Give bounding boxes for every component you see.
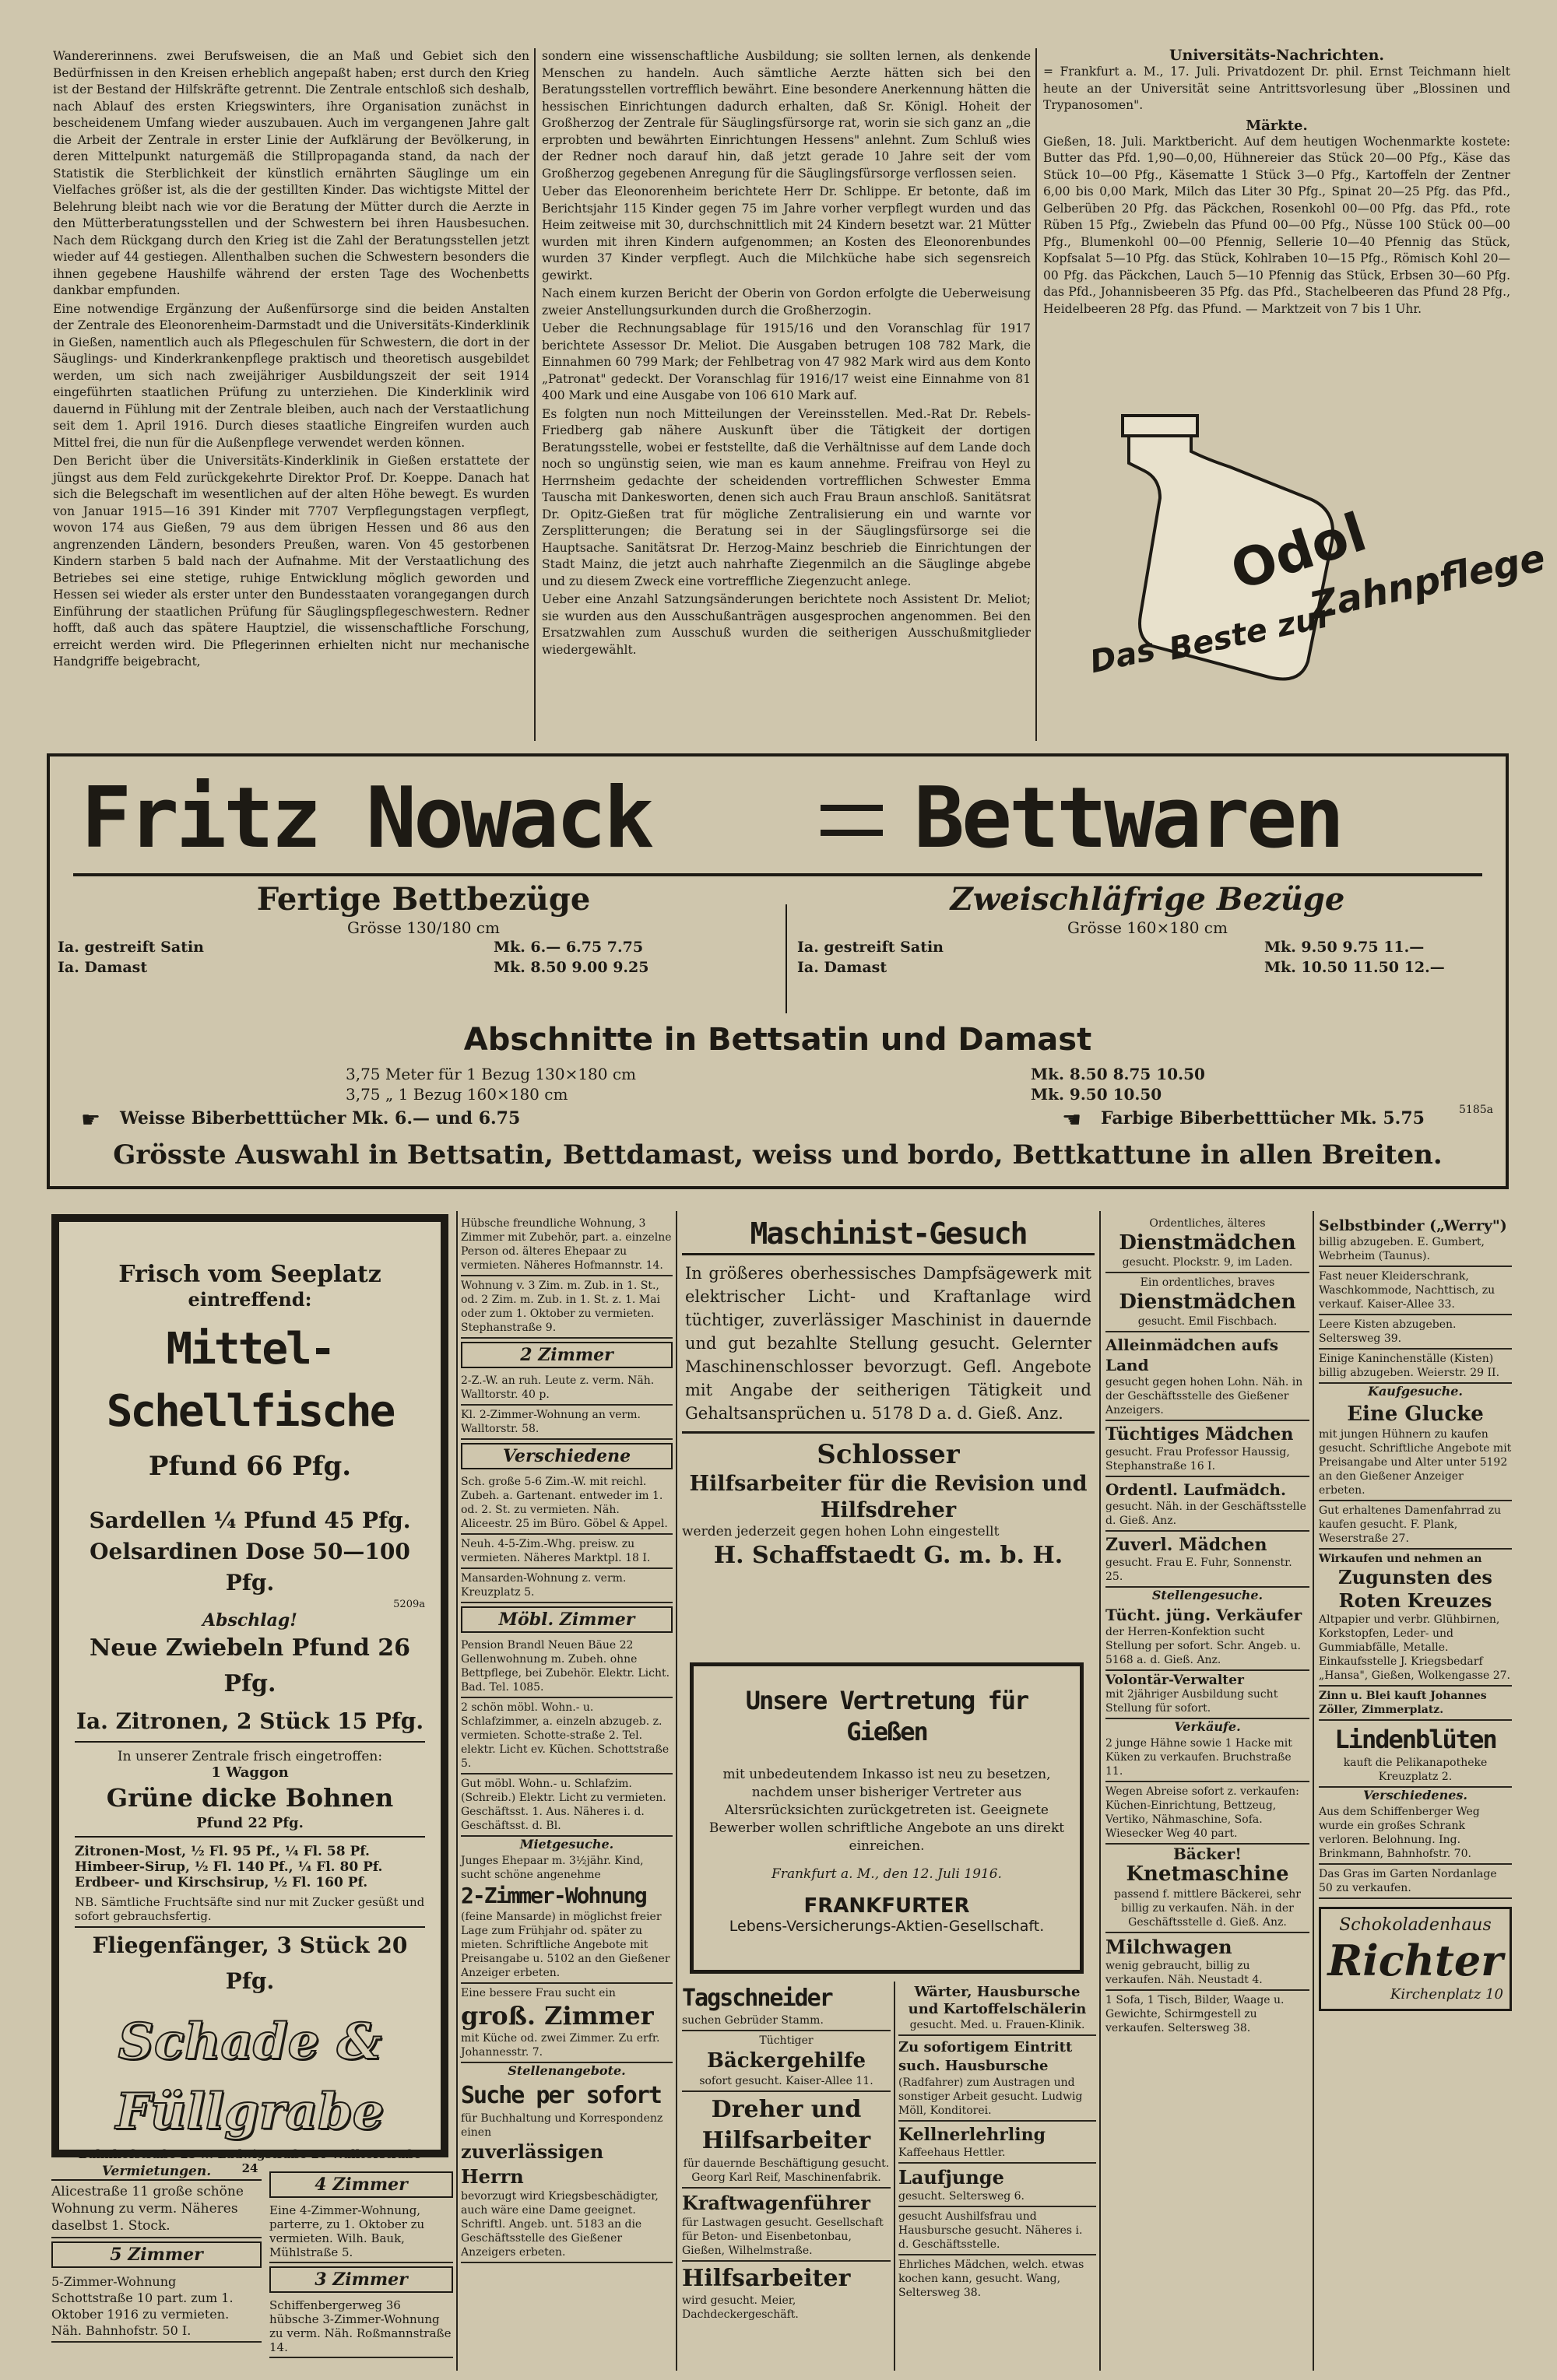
classified-ad: Aus dem Schiffenberger Weg wurde ein großes Schrank verloren. Belohnung. Ing. Brinkmann, Bahnhofstr. 70. bbox=[1319, 1803, 1512, 1865]
classified-col-f bbox=[1105, 1214, 1309, 2374]
ad-text: Kaffeehaus Hettler. bbox=[898, 2147, 1006, 2159]
ad-text: wenig gebraucht, billig zu verkaufen. Näh. Neustadt 4. bbox=[1105, 1960, 1263, 1986]
classified-ad: Neuh. 4-5-Zim.-Whg. preisw. zu vermieten. Näheres Marktpl. 18 I. bbox=[461, 1535, 673, 1569]
classified-ad: Einige Kaninchenställe (Kisten) billig abzugeben. Weierstr. 29 II. bbox=[1319, 1350, 1512, 1384]
article-paragraph: Es folgten nun noch Mitteilungen der Vereinsstellen. Med.-Rat Dr. Rebels-Friedberg gab nähere Auskunft über die Tätigkeit der dortigen Beratungsstelle, wobei er feststellte, daß die Verhältnisse auf dem Lande doch noch so ungünstig seien, wie man es kaum annehme. Freifrau von Heyl zu Herrnsheim gedachte der scheidenden vortrefflichen Schwester Emma Tauscha mit Dankesworten, denen sich auch Frau Braun anschloß. Sanitätsrat Dr. Opitz-Gießen trat für mögliche Zentralisierung ein und warnte vor Zersplitterungen; die Beratung sei in der Säuglingsfürsorge sei die Hauptsache. Sanitätsrat Dr. Herzog-Mainz beschrieb die Einrichtungen der Stadt Mainz, die jetzt auch nahrhafte Ziegenmilch an die Säuglinge abgebe und zu diesem Zweck eine vortreffliche Ziegenzucht anlege. bbox=[542, 406, 1031, 588]
colored-sheets: Farbige Biberbetttücher Mk. 5.75 bbox=[1101, 1108, 1425, 1129]
left-row bbox=[58, 957, 789, 978]
category-box: 3 Zimmer bbox=[269, 2266, 453, 2293]
classified-ad: Schiffenbergerweg 36 hübsche 3-Zimmer-Wohnung zu verm. Näh. Roßmannstraße 14. bbox=[269, 2296, 453, 2358]
column-rule bbox=[894, 1982, 895, 2371]
news-column bbox=[1043, 47, 1510, 397]
ad-text: gesucht. Plockstr. 9, im Laden. bbox=[1122, 1256, 1293, 1269]
section-heading: Stellengesuche. bbox=[1151, 1588, 1264, 1602]
classified-ad bbox=[1319, 1550, 1512, 1687]
classified-ad bbox=[682, 2189, 891, 2262]
article-paragraph: Ueber eine Anzahl Satzungsänderungen berichtete noch Assistent Dr. Meliot; sie wurden aus den Ausschußanträgen ausgesprochen angenommen. Bei den Ersatzwahlen zum Ausschuß wurden die seitherigen Ausschußmitglieder wiedergewählt. bbox=[542, 592, 1031, 657]
row-label: Ia. gestreift Satin bbox=[797, 939, 944, 956]
classified-ad: Gut möbl. Wohn.- u. Schlafzim. (Schreib.) Elektr. Licht zu vermieten. Geschäftsst. 1. Aus. Näheres i. d. Geschäftsst. d. Bl. bbox=[461, 1774, 673, 1837]
classified-ad: Mansarden-Wohnung z. verm. Kreuzplatz 5. bbox=[461, 1569, 673, 1603]
insurance-ad bbox=[690, 1662, 1084, 1974]
ad-headline: Zugunsten des Roten Kreuzes bbox=[1338, 1566, 1492, 1612]
insurance-text: mit unbedeutendem Inkasso ist neu zu besetzen, nachdem unser bisheriger Vertreter aus Altersrücksichten zurückgetreten ist. Geeignete Bewerber wollen schriftliche Angebote an uns direkt einreichen. bbox=[708, 1767, 1065, 1854]
right-row bbox=[797, 957, 1498, 978]
ad-headline: Ordentl. Laufmädch. bbox=[1105, 1480, 1286, 1499]
ad-headline: Dreher und Hilfsarbeiter bbox=[701, 2096, 871, 2154]
classified-ad bbox=[1105, 1933, 1309, 1991]
category-box: 4 Zimmer bbox=[269, 2171, 453, 2198]
banner-divider-icon bbox=[821, 805, 883, 836]
remnant-text: 3,75 Meter für 1 Bezug 130×180 cm bbox=[346, 1065, 637, 1083]
ad-headline: Knetmaschine bbox=[1126, 1862, 1289, 1886]
ad-text: suchen Gebrüder Stamm. bbox=[682, 2014, 824, 2027]
classified-ad: 2 schön möbl. Wohn.- u. Schlafzimmer, a. einzeln abzugeb. z. vermieten. Schotte-straße 2. Tel. elektr. Licht ev. Küchen. Schottstraße 5. bbox=[461, 1698, 673, 1774]
flypaper: Fliegenfänger, 3 Stück 20 Pfg. bbox=[92, 1932, 408, 1994]
banner-footer: Grösste Auswahl in Bettsatin, Bettdamast, weiss und bordo, Bettkattune in allen Breiten. bbox=[113, 1139, 1443, 1171]
banner-name: Fritz Nowack bbox=[81, 770, 652, 867]
classified-ad: Fast neuer Kleiderschrank, Waschkommode, Nachttisch, zu verkauf. Kaiser-Allee 33. bbox=[1319, 1267, 1512, 1315]
classified-ad bbox=[682, 2092, 891, 2189]
nb-note: NB. Sämtliche Fruchtsäfte sind nur mit Zucker gesüßt und sofort gebrauchsfertig. bbox=[75, 1895, 425, 1928]
ad-headline: Tagschneider bbox=[682, 1985, 832, 2012]
ad-headline: 2-Zimmer-Wohnung bbox=[461, 1883, 646, 1908]
section-heading: Kaufgesuche. bbox=[1368, 1384, 1463, 1399]
section-heading: Mietgesuche. bbox=[519, 1837, 614, 1852]
classified-ad: Eine 4-Zimmer-Wohnung, parterre, zu 1. Oktober zu vermieten. Wilh. Bauk, Mühlstraße 5. bbox=[269, 2201, 453, 2263]
column-rule bbox=[534, 48, 536, 741]
classified-ad bbox=[1105, 1602, 1309, 1671]
article-paragraph: Eine notwendige Ergänzung der Außenfürsorge sind die beiden Anstalten der Zentrale des Eleonorenheim-Darmstadt und die Universitäts-Kinderklinik in Gießen, namentlich auch als Pflegeschulen für Schwestern, die dort in der Säuglings- und Kinderkrankenpflege praktisch und theoretisch ausgebildet werden, um sich nach zweijähriger Ausbildungszeit der seit 1914 eingeführten staatlichen Prüfung zu unterziehen. Die Kinderklinik wird dauernd in Fühlung mit der Zentrale bleiben, auch nach der Verstaatlichung seit dem 1. April 1916. Durch dieses staatliche Eingreifen wurden auch Mittel frei, die nun für die Außenpflege verwendet werden können. bbox=[53, 301, 529, 450]
classified-ad: Ehrliches Mädchen, welch. etwas kochen kann, gesucht. Wang, Seltersweg 38. bbox=[898, 2259, 1084, 2299]
ad-text: (Radfahrer) zum Austragen und sonstiger Arbeit gesucht. Ludwig Möll, Konditorei. bbox=[898, 2076, 1083, 2117]
classified-ad: 2 junge Hähne sowie 1 Hacke mit Küken zu verkaufen. Bruchstraße 11. bbox=[1105, 1734, 1309, 1782]
classified-ad bbox=[682, 1982, 891, 2031]
ad-text: Eine bessere Frau sucht ein bbox=[461, 1987, 616, 1999]
lemons: Ia. Zitronen, 2 Stück 15 Pfg. bbox=[75, 1702, 425, 1743]
classified-ad bbox=[682, 2031, 891, 2092]
market-heading: Märkte. bbox=[1246, 117, 1308, 134]
row-prices: Mk. 10.50 11.50 12.— bbox=[1264, 959, 1445, 976]
ad-headline: Zu sofortigem Eintritt such. Hausbursche bbox=[898, 2039, 1073, 2074]
ad-headline: Milchwagen bbox=[1105, 1936, 1232, 1958]
pointing-hand-icon: ☚ bbox=[1062, 1107, 1082, 1132]
fish-price: Pfund 66 Pfg. bbox=[148, 1451, 352, 1482]
machinist-ad bbox=[682, 1214, 1095, 1650]
bettwaren-banner bbox=[47, 753, 1509, 1189]
article-paragraph: sondern eine wissenschaftliche Ausbildung; sie sollten lernen, als denkende Menschen zu handeln. Auch sämtliche Aerzte hätten sich bei den Beratungsstellen vortrefflich bewährt. Eine besondere Anerkennung hätten die hessischen Einrichtungen dadurch erhalten, daß Sr. Königl. Hoheit der Großherzog der Zentrale für Säuglingsfürsorge rat, worin sie sich ganz an „die erprobten und bewährten Einrichtungen Hessens" anlehnt. Zum Schluß wies der Redner noch darauf hin, daß jetzt gerade 10 Jahre seit der vom Großherzog gegebenen Anregung für die Säuglingsfürsorge verflossen seien. bbox=[542, 49, 1031, 181]
ad-text: gesucht. Med. u. Frauen-Klinik. bbox=[909, 2019, 1085, 2031]
ad-headline: Selbstbinder („Werry") bbox=[1319, 1217, 1507, 1234]
insurance-company: FRANKFURTER bbox=[803, 1894, 970, 1918]
classified-ad: Kl. 2-Zimmer-Wohnung an verm. Walltorstr. 58. bbox=[461, 1406, 673, 1440]
ad-text: der Herren-Konfektion sucht Stellung per sofort. Schr. Angeb. u. 5168 a. d. Gieß. Anz. bbox=[1105, 1626, 1301, 1666]
market-text: Gießen, 18. Juli. Marktbericht. Auf dem heutigen Wochenmarkte kostete: Butter das Pfd. 1,90—0,00, Hühnereier das Stück 20—00 Pfg., Käse das Stück 10—00 Pfg., Käsematte 1 Stück 3—0 Pfg., Kartoffeln der Zentner 6,00 bis 0,00 Mark, Milch das Liter 30 Pfg., Spinat 20—25 Pfg. das Pfd., Gelberüben 20 Pfg. das Päckchen, Rosenkohl 00—00 Pfg. das Pfd., rote Rüben 15 Pfg., Zwiebeln das Pfund 00—00 Pfg., Nüsse 100 Stück 00—00 Pfg., Blumenkohl 00—00 Pfennig, Sellerie 10—40 Pfennig das Stück, Kopfsalat 5—10 Pfg. das Stück, Kohlraben 10—15 Pfg., Römisch Kohl 20—00 Pfg. das Päckchen, Lauch 5—10 Pfennig das Stück, Erbsen 30—60 Pfg. das Pfd., Johannisbeeren 35 Pfg. das Pfd., Stachelbeeren das Pfund 28 Pfg., Heidelbeeren 28 Pfg. das Pfund. — Marktzeit von 7 bis 1 Uhr. bbox=[1043, 134, 1510, 316]
classified-ad bbox=[1105, 1845, 1309, 1933]
ad-text: gesucht. Frau Professor Haussig, Stephanstraße 16 I. bbox=[1105, 1446, 1290, 1473]
row-label: Ia. gestreift Satin bbox=[58, 939, 204, 956]
ad-text: kauft die Pelikanapotheke Kreuzplatz 2. bbox=[1343, 1757, 1488, 1783]
ad-headline: Dienstmädchen bbox=[1119, 1231, 1296, 1255]
classified-ad: 2-Z.-W. an ruh. Leute z. verm. Näh. Walltorstr. 40 p. bbox=[461, 1371, 673, 1406]
section-heading: Vermietungen. bbox=[51, 2164, 262, 2181]
classified-col-a bbox=[51, 2164, 262, 2366]
row-prices: Mk. 9.50 9.75 11.— bbox=[1264, 939, 1425, 956]
classified-ad bbox=[461, 2078, 673, 2263]
schlosser-company: H. Schaffstaedt G. m. b. H. bbox=[713, 1542, 1063, 1569]
remnant-line bbox=[346, 1085, 1436, 1104]
odol-slogan-2: Beste zur bbox=[1165, 598, 1336, 668]
article-col-2 bbox=[542, 48, 1031, 741]
classified-col-g bbox=[1319, 1214, 1512, 2374]
beans-price: Pfund 22 Pfg. bbox=[75, 1815, 425, 1838]
classified-ad: Leere Kisten abzugeben. Seltersweg 39. bbox=[1319, 1315, 1512, 1350]
onions: Neue Zwiebeln Pfund 26 Pfg. bbox=[89, 1634, 411, 1697]
classified-ad: Pension Brandl Neuen Bäue 22 Gellenwohnung m. Zubeh. ohne Bettpflege, bei Zubehör. Elektr. Licht. Bad. Tel. 1085. bbox=[461, 1636, 673, 1698]
schlosser-sub: Hilfsarbeiter für die Revision und Hilfsdreher bbox=[689, 1472, 1088, 1522]
article-paragraph: Nach einem kurzen Bericht der Oberin von Gordon erfolgte die Ueberweisung zweier Anstellungsurkunden durch die Großherzogin. bbox=[542, 286, 1031, 318]
ad-text: passend f. mittlere Bäckerei, sehr billig zu verkaufen. Näh. in der Geschäftsstelle d. Gieß. Anz. bbox=[1114, 1888, 1301, 1929]
classified-ad: Alicestraße 11 große schöne Wohnung zu verm. Näheres daselbst 1. Stock. bbox=[51, 2181, 262, 2238]
odol-slogan-3: Zahnpflege bbox=[1306, 535, 1549, 629]
classified-ad bbox=[1105, 1421, 1309, 1477]
ad-headline: groß. Zimmer bbox=[461, 2001, 654, 2031]
left-offer-size: Grösse 130/180 cm bbox=[347, 918, 500, 937]
juice-line: Himbeer-Sirup, ½ Fl. 140 Pf., ¼ Fl. 80 Pf. bbox=[75, 1859, 383, 1875]
classified-ad bbox=[461, 1852, 673, 1984]
ad-text: billig abzugeben. E. Gumbert, Webrheim (Taunus). bbox=[1319, 1236, 1485, 1262]
classified-ad: 1 Sofa, 1 Tisch, Bilder, Waage u. Gewichte, Schirmgestell zu verkaufen. Seltersweg 38. bbox=[1105, 1994, 1285, 2034]
ad-headline: Laufjunge bbox=[898, 2166, 1004, 2189]
classified-ad bbox=[898, 2164, 1096, 2207]
choc-head: Schokoladenhaus bbox=[1339, 1915, 1492, 1935]
classified-ad: Hübsche freundliche Wohnung, 3 Zimmer mit Zubehör, part. a. einzelne Person od. älteres Ehepaar zu vermieten. Näheres Hofmannstr. 14. bbox=[461, 1214, 673, 1276]
white-sheets: Weisse Biberbetttücher Mk. 6.— und 6.75 bbox=[120, 1108, 521, 1129]
ad-text: wird gesucht. Meier, Dachdeckergeschäft. bbox=[682, 2294, 799, 2321]
ad-text: für Lastwagen gesucht. Gesellschaft für Beton- und Eisenbetonbau, Gießen, Wilhelmstraße. bbox=[682, 2217, 884, 2257]
fish-head-2: eintreffend: bbox=[188, 1288, 312, 1311]
section-heading: Verschiedenes. bbox=[1363, 1788, 1467, 1803]
univ-news-text: = Frankfurt a. M., 17. Juli. Privatdozent Dr. phil. Ernst Teichmann hielt heute an der Universität seine Antrittsvorlesung über „Blossinen und Trypanosomen". bbox=[1043, 65, 1510, 112]
classified-ad bbox=[1319, 1399, 1512, 1501]
banner-shop: Bettwaren bbox=[914, 770, 1342, 867]
left-row bbox=[58, 937, 789, 957]
schlosser-title: Schlosser bbox=[817, 1439, 960, 1470]
left-offer bbox=[58, 881, 789, 1021]
column-rule bbox=[1099, 1211, 1101, 2371]
classified-ad bbox=[1105, 1477, 1309, 1532]
classified-col-e bbox=[898, 1982, 1096, 2371]
ad-text: (feine Mansarde) in möglichst freier Lage zum Frühjahr od. später zu mieten. Schriftliche Angebote mit Preisangabe u. 5102 an den Gießener Anzeiger erbeten. bbox=[461, 1911, 670, 1979]
right-row bbox=[797, 937, 1498, 957]
ad-headline: Zuverl. Mädchen bbox=[1105, 1535, 1267, 1555]
classified-ad bbox=[898, 2122, 1096, 2164]
odol-ad bbox=[1074, 405, 1549, 732]
offer-rule bbox=[786, 904, 787, 1013]
remnants-title: Abschnitte in Bettsatin und Damast bbox=[463, 1022, 1092, 1058]
remnant-price: Mk. 9.50 10.50 bbox=[1031, 1085, 1162, 1104]
ad-code: 5185a bbox=[1459, 1104, 1493, 1116]
ad-text: Wirkaufen und nehmen an bbox=[1319, 1553, 1482, 1565]
juice-line: Erdbeer- und Kirschsirup, ½ Fl. 160 Pf. bbox=[75, 1875, 368, 1890]
ad-headline: Tüchtiges Mädchen bbox=[1105, 1424, 1294, 1444]
central-note: In unserer Zentrale frisch eingetroffen: bbox=[117, 1749, 383, 1764]
classified-ad: Sch. große 5-6 Zim.-W. mit reichl. Zubeh. a. Gartenant. entweder im 1. od. 2. St. zu vermieten. Näh. Aliceestr. 25 im Büro. Göbel & Appel. bbox=[461, 1473, 673, 1535]
article-paragraph: Den Bericht über die Universitäts-Kinderklinik in Gießen erstattete der jüngst aus dem Feld zurückgekehrte Direktor Prof. Dr. Koeppe. Danach hat sich die Belegschaft im wesentlichen auf der alten Höhe bewegt. Es wurden von Januar 1915—16 391 Kinder mit 7707 Verpflegungstagen verpflegt, wovon 174 aus Gießen, 79 aus dem übrigen Hessen und 86 aus den angrenzenden Ländern, besonders Preußen, waren. Von 45 gestorbenen Kindern starben 5 bald nach der Aufnahme. Mit der Verstaatlichung des Betriebes sei eine stetige, ruhige Entwicklung möglich geworden und Hessen sei wieder als erster unter den Bundesstaaten vorangegangen durch Einführung der staatlichen Prüfung für Säuglingspflegeschwestern. Redner hofft, daß auch das spätere Hauptziel, die wissenschaftliche Forschung, erreicht werden wird. Die Pflegerinnen erhielten nicht nur mechanische Handgriffe beigebracht, bbox=[53, 454, 529, 669]
classified-ad: Das Gras im Garten Nordanlage 50 zu verkaufen. bbox=[1319, 1865, 1512, 1899]
classified-ad: Wohnung v. 3 Zim. m. Zub. in 1. St., od. 2 Zim. m. Zub. in 1. St. z. 1. Mai oder zum 1. Oktober zu vermieten. Stephanstraße 9. bbox=[461, 1276, 673, 1339]
ad-text: gesucht. Frau E. Fuhr, Sonnenstr. 25. bbox=[1105, 1557, 1292, 1583]
ad-headline: Kraftwagenführer bbox=[682, 2192, 870, 2214]
choc-name: Richter bbox=[1327, 1936, 1503, 1985]
ad-headline: Eine Glucke bbox=[1347, 1402, 1484, 1426]
classified-ad: Gut erhaltenes Damenfahrrad zu kaufen gesucht. F. Plank, Weserstraße 27. bbox=[1319, 1501, 1512, 1550]
classified-ad bbox=[1105, 1671, 1309, 1719]
univ-news-heading: Universitäts-Nachrichten. bbox=[1169, 47, 1385, 64]
ad-headline: Wärter, Hausbursche und Kartoffelschälerin bbox=[908, 1984, 1087, 2017]
machinist-title: Maschinist-Gesuch bbox=[682, 1214, 1095, 1255]
ad-text: mit Küche od. zwei Zimmer. Zu erfr. Johannesstr. 7. bbox=[461, 2032, 660, 2059]
ad-text: gesucht. Emil Fischbach. bbox=[1137, 1315, 1278, 1328]
ad-text: Junges Ehepaar m. 3½jähr. Kind, sucht schöne angenehme bbox=[461, 1855, 644, 1881]
ad-text: gesucht. Näh. in der Geschäftsstelle d. Gieß. Anz. bbox=[1105, 1501, 1306, 1527]
article-paragraph: Ueber das Eleonorenheim berichtete Herr Dr. Schlippe. Er betonte, daß im Berichtsjahr 115 Kinder gegen 75 im Jahre vorher verpflegt wurden und das Heim zeitweise mit 30, durchschnittlich mit 24 Kindern besetzt war. 21 Mütter wurden mit ihren Kindern aufgenommen; an Kosten des Eleonorenbundes wurden 37 Kinder verpflegt. Auch die Milchküche habe sich segensreich gewirkt. bbox=[542, 184, 1031, 283]
shop-address: Bahnhofstraße 25 ::: Ludwigstraße 20 Walltorstraße 24 bbox=[78, 2147, 422, 2175]
article-col-1 bbox=[53, 48, 529, 741]
ad-text: mit jungen Hühnern zu kaufen gesucht. Schriftliche Angebote mit Preisangabe und Alter unter 5192 an den Gießener Anzeiger erbeten. bbox=[1319, 1428, 1512, 1497]
odol-brand: Odol bbox=[1224, 501, 1374, 603]
ad-text: mit 2jähriger Ausbildung sucht Stellung für sofort. bbox=[1105, 1688, 1278, 1715]
ad-headline: Kellnerlehrling bbox=[898, 2125, 1046, 2145]
ad-headline: Bäckergehilfe bbox=[706, 2049, 866, 2073]
column-rule bbox=[1313, 1211, 1314, 2371]
article-paragraph: Ueber die Rechnungsablage für 1915/16 und den Voranschlag für 1917 berichtete Assessor Dr. Meliot. Die Ausgaben betrugen 108 782 Mark, die Einnahmen 60 799 Mark; der Fehlbetrag von 47 982 Mark wird aus dem Konto „Patronat" gedeckt. Der Voranschlag für 1916/17 weist eine Einnahme von 81 400 Mark und eine Ausgabe von 106 610 Mark auf. bbox=[542, 321, 1031, 402]
ad-text: für Buchhaltung und Korrespondenz einen bbox=[461, 2112, 663, 2139]
ad-headline: Bäcker! bbox=[1173, 1845, 1242, 1863]
ad-text: gesucht gegen hohen Lohn. Näh. in der Geschäftsstelle des Gießener Anzeigers. bbox=[1105, 1376, 1303, 1416]
pointing-hand-icon: ☛ bbox=[81, 1107, 101, 1132]
insurance-title: Unsere Vertretung für Gießen bbox=[745, 1686, 1028, 1746]
remnant-price: Mk. 8.50 8.75 10.50 bbox=[1031, 1065, 1205, 1083]
classified-col-b-bottom bbox=[269, 2168, 453, 2371]
right-offer bbox=[797, 881, 1498, 1021]
classified-ad bbox=[1105, 1273, 1309, 1332]
choc-address: Kirchenplatz 10 bbox=[1390, 1986, 1503, 2003]
column-rule bbox=[676, 1211, 677, 2371]
ad-headline: Volontär-Verwalter bbox=[1105, 1673, 1244, 1688]
ad-text: bevorzugt wird Kriegsbeschädigter, auch wäre eine Dame geeignet. Schriftl. Angeb. unt. 5183 an die Geschäftsstelle des Gießener Anzeigers erbeten. bbox=[461, 2190, 659, 2259]
category-box: 2 Zimmer bbox=[461, 1342, 673, 1368]
insurance-date: Frankfurt a. M., den 12. Juli 1916. bbox=[771, 1866, 1002, 1882]
remnant-text: 3,75 „ 1 Bezug 160×180 cm bbox=[346, 1085, 568, 1104]
juice-line: Zitronen-Most, ½ Fl. 95 Pf., ¼ Fl. 58 Pf. bbox=[75, 1844, 370, 1859]
classified-ad bbox=[461, 1984, 673, 2063]
ad-headline: Tücht. jüng. Verkäufer bbox=[1105, 1606, 1302, 1624]
left-offer-title: Fertige Bettbezüge bbox=[256, 881, 591, 918]
classified-ad bbox=[682, 2262, 891, 2324]
ad-headline: Suche per sofort bbox=[461, 2082, 661, 2109]
row-prices: Mk. 8.50 9.00 9.25 bbox=[494, 959, 649, 976]
ad-headline: Dienstmädchen bbox=[1119, 1290, 1296, 1314]
classified-ad bbox=[898, 2036, 1096, 2122]
ad-headline: Hilfsarbeiter bbox=[682, 2265, 851, 2292]
ad-text: Tüchtiger bbox=[759, 2034, 814, 2047]
section-heading: Verkäufe. bbox=[1174, 1719, 1241, 1734]
section-heading: Stellenangebote. bbox=[508, 2063, 626, 2078]
ad-text: Ordentliches, älteres bbox=[1149, 1217, 1266, 1230]
ad-text: gesucht. Seltersweg 6. bbox=[898, 2190, 1025, 2203]
fish-title: Mittel-Schellfische bbox=[106, 1324, 394, 1437]
classified-ad: Zinn u. Blei kauft Johannes Zöller, Zimmerplatz. bbox=[1319, 1687, 1512, 1721]
row-label: Ia. Damast bbox=[797, 959, 887, 976]
ad-text: für dauernde Beschäftigung gesucht. Georg Karl Reif, Maschinenfabrik. bbox=[683, 2157, 890, 2184]
schlosser-text: werden jederzeit gegen hohen Lohn eingestellt bbox=[682, 1524, 1000, 1539]
fish-head: Frisch vom Seeplatz bbox=[118, 1261, 381, 1288]
ad-text: sofort gesucht. Kaiser-Allee 11. bbox=[699, 2075, 873, 2087]
banner-rule bbox=[73, 873, 1482, 876]
classified-ad bbox=[1319, 1214, 1512, 1267]
odol-slogan-1: Das bbox=[1087, 631, 1158, 681]
classified-ad: 5-Zimmer-Wohnung Schottstraße 10 part. zum 1. Oktober 1916 zu vermieten. Näh. Bahnhofstr. 50 I. bbox=[51, 2271, 262, 2343]
column-rule bbox=[1035, 48, 1037, 741]
category-box: Möbl. Zimmer bbox=[461, 1606, 673, 1633]
ad-text: Ein ordentliches, braves bbox=[1140, 1276, 1275, 1289]
category-box: Verschiedene bbox=[461, 1443, 673, 1469]
ad-text: Altpapier und verbr. Glühbirnen, Korkstopfen, Leder- und Gummiabfälle, Metalle. Einkaufsstelle J. Kriegsbedarf „Hansa", Gießen, Wolkengasse 27. bbox=[1319, 1613, 1511, 1682]
classified-ad bbox=[1319, 1721, 1512, 1788]
beans: Grüne dicke Bohnen bbox=[106, 1783, 394, 1813]
sardines: Sardellen ¼ Pfund 45 Pfg. bbox=[89, 1508, 411, 1533]
remnant-line bbox=[346, 1065, 1436, 1083]
machinist-text: In größeres oberhessisches Dampfsägewerk mit elektrischer Licht- und Kraftanlage wird tüchtiger, zuverlässiger Maschinist in dauernde und gut bezahlte Stellung gesucht. Gelernter Maschinenschlosser bevorzugt. Gefl. Angebote mit Angabe der seitherigen Tätigkeit und Gehaltsansprüchen u. 5178 D a. d. Gieß. Anz. bbox=[682, 1255, 1095, 1434]
classified-col-d bbox=[682, 1982, 891, 2371]
classified-ad bbox=[1105, 1332, 1309, 1421]
article-paragraph: Wandererinnens. zwei Berufsweisen, die an Maß und Gebiet sich den Bedürfnissen in den Kreisen erheblich angepaßt haben; erst durch den Krieg ist der Bestand der Hilfskräfte getrennt. Die Zentrale entschloß sich deshalb, nach Ablauf des ersten Kriegswinters, ihre Organisation zunächst in bescheidenem Umfang wieder auszubauen. Auch im vergangenen Jahre galt die Arbeit der Zentrale in erster Linie der Aufklärung der Bevölkerung, in deren Mittelpunkt naturgemäß die Stillpropaganda stand, da nach der Statistik die Sterblichkeit der künstlich ernährten Säuglinge um ein Vielfaches größer ist, als die der gestillten Kinder. Das wichtigste Mittel der Belehrung bleibt nach wie vor die Beratung der Mütter durch die Aerzte in den Mütterberatungsstellen und der Schwestern bei ihren Hausbesuchen. Nach dem Rückgang durch den Krieg ist die Zahl der Beratungsstellen jetzt wieder auf 44 gestiegen. Allenthalben suchen die Schwestern besonders die ihnen gegebene Haushilfe während der ersten Tage des Wochenbetts dankbar empfunden. bbox=[53, 49, 529, 297]
classified-ad: gesucht Aushilfsfrau und Hausbursche gesucht. Näheres i. d. Geschäftsstelle. bbox=[898, 2207, 1096, 2255]
wagon: 1 Waggon bbox=[211, 1764, 289, 1781]
classified-ad bbox=[1105, 1532, 1309, 1588]
row-prices: Mk. 6.— 6.75 7.75 bbox=[494, 939, 644, 956]
classified-ad bbox=[898, 1982, 1096, 2036]
classified-ad: Wegen Abreise sofort z. verkaufen: Küchen-Einrichtung, Bettzeug, Vertiko, Nähmaschine, Sofa. Wiesecker Weg 40 part. bbox=[1105, 1782, 1309, 1845]
classified-ad bbox=[1105, 1214, 1309, 1273]
shop-logo: Schade & Füllgrabe bbox=[115, 2013, 385, 2141]
abschlag: Abschlag! bbox=[202, 1610, 297, 1631]
ad-code: 5209a bbox=[393, 1599, 425, 1610]
right-offer-title: Zweischläfrige Bezüge bbox=[950, 881, 1345, 918]
insurance-company-2: Lebens-Versicherungs-Aktien-Gesellschaft. bbox=[729, 1918, 1045, 1935]
right-offer-size: Grösse 160×180 cm bbox=[1067, 918, 1228, 937]
ad-headline: zuverlässigen Herrn bbox=[461, 2140, 604, 2188]
oil-sardines: Oelsardinen Dose 50—100 Pfg. bbox=[90, 1539, 410, 1595]
category-box: 5 Zimmer bbox=[51, 2241, 262, 2268]
chocolate-ad bbox=[1319, 1907, 1512, 2011]
ad-headline: Lindenblüten bbox=[1334, 1725, 1496, 1754]
row-label: Ia. Damast bbox=[58, 959, 148, 976]
ad-headline: Alleinmädchen aufs Land bbox=[1105, 1336, 1278, 1374]
